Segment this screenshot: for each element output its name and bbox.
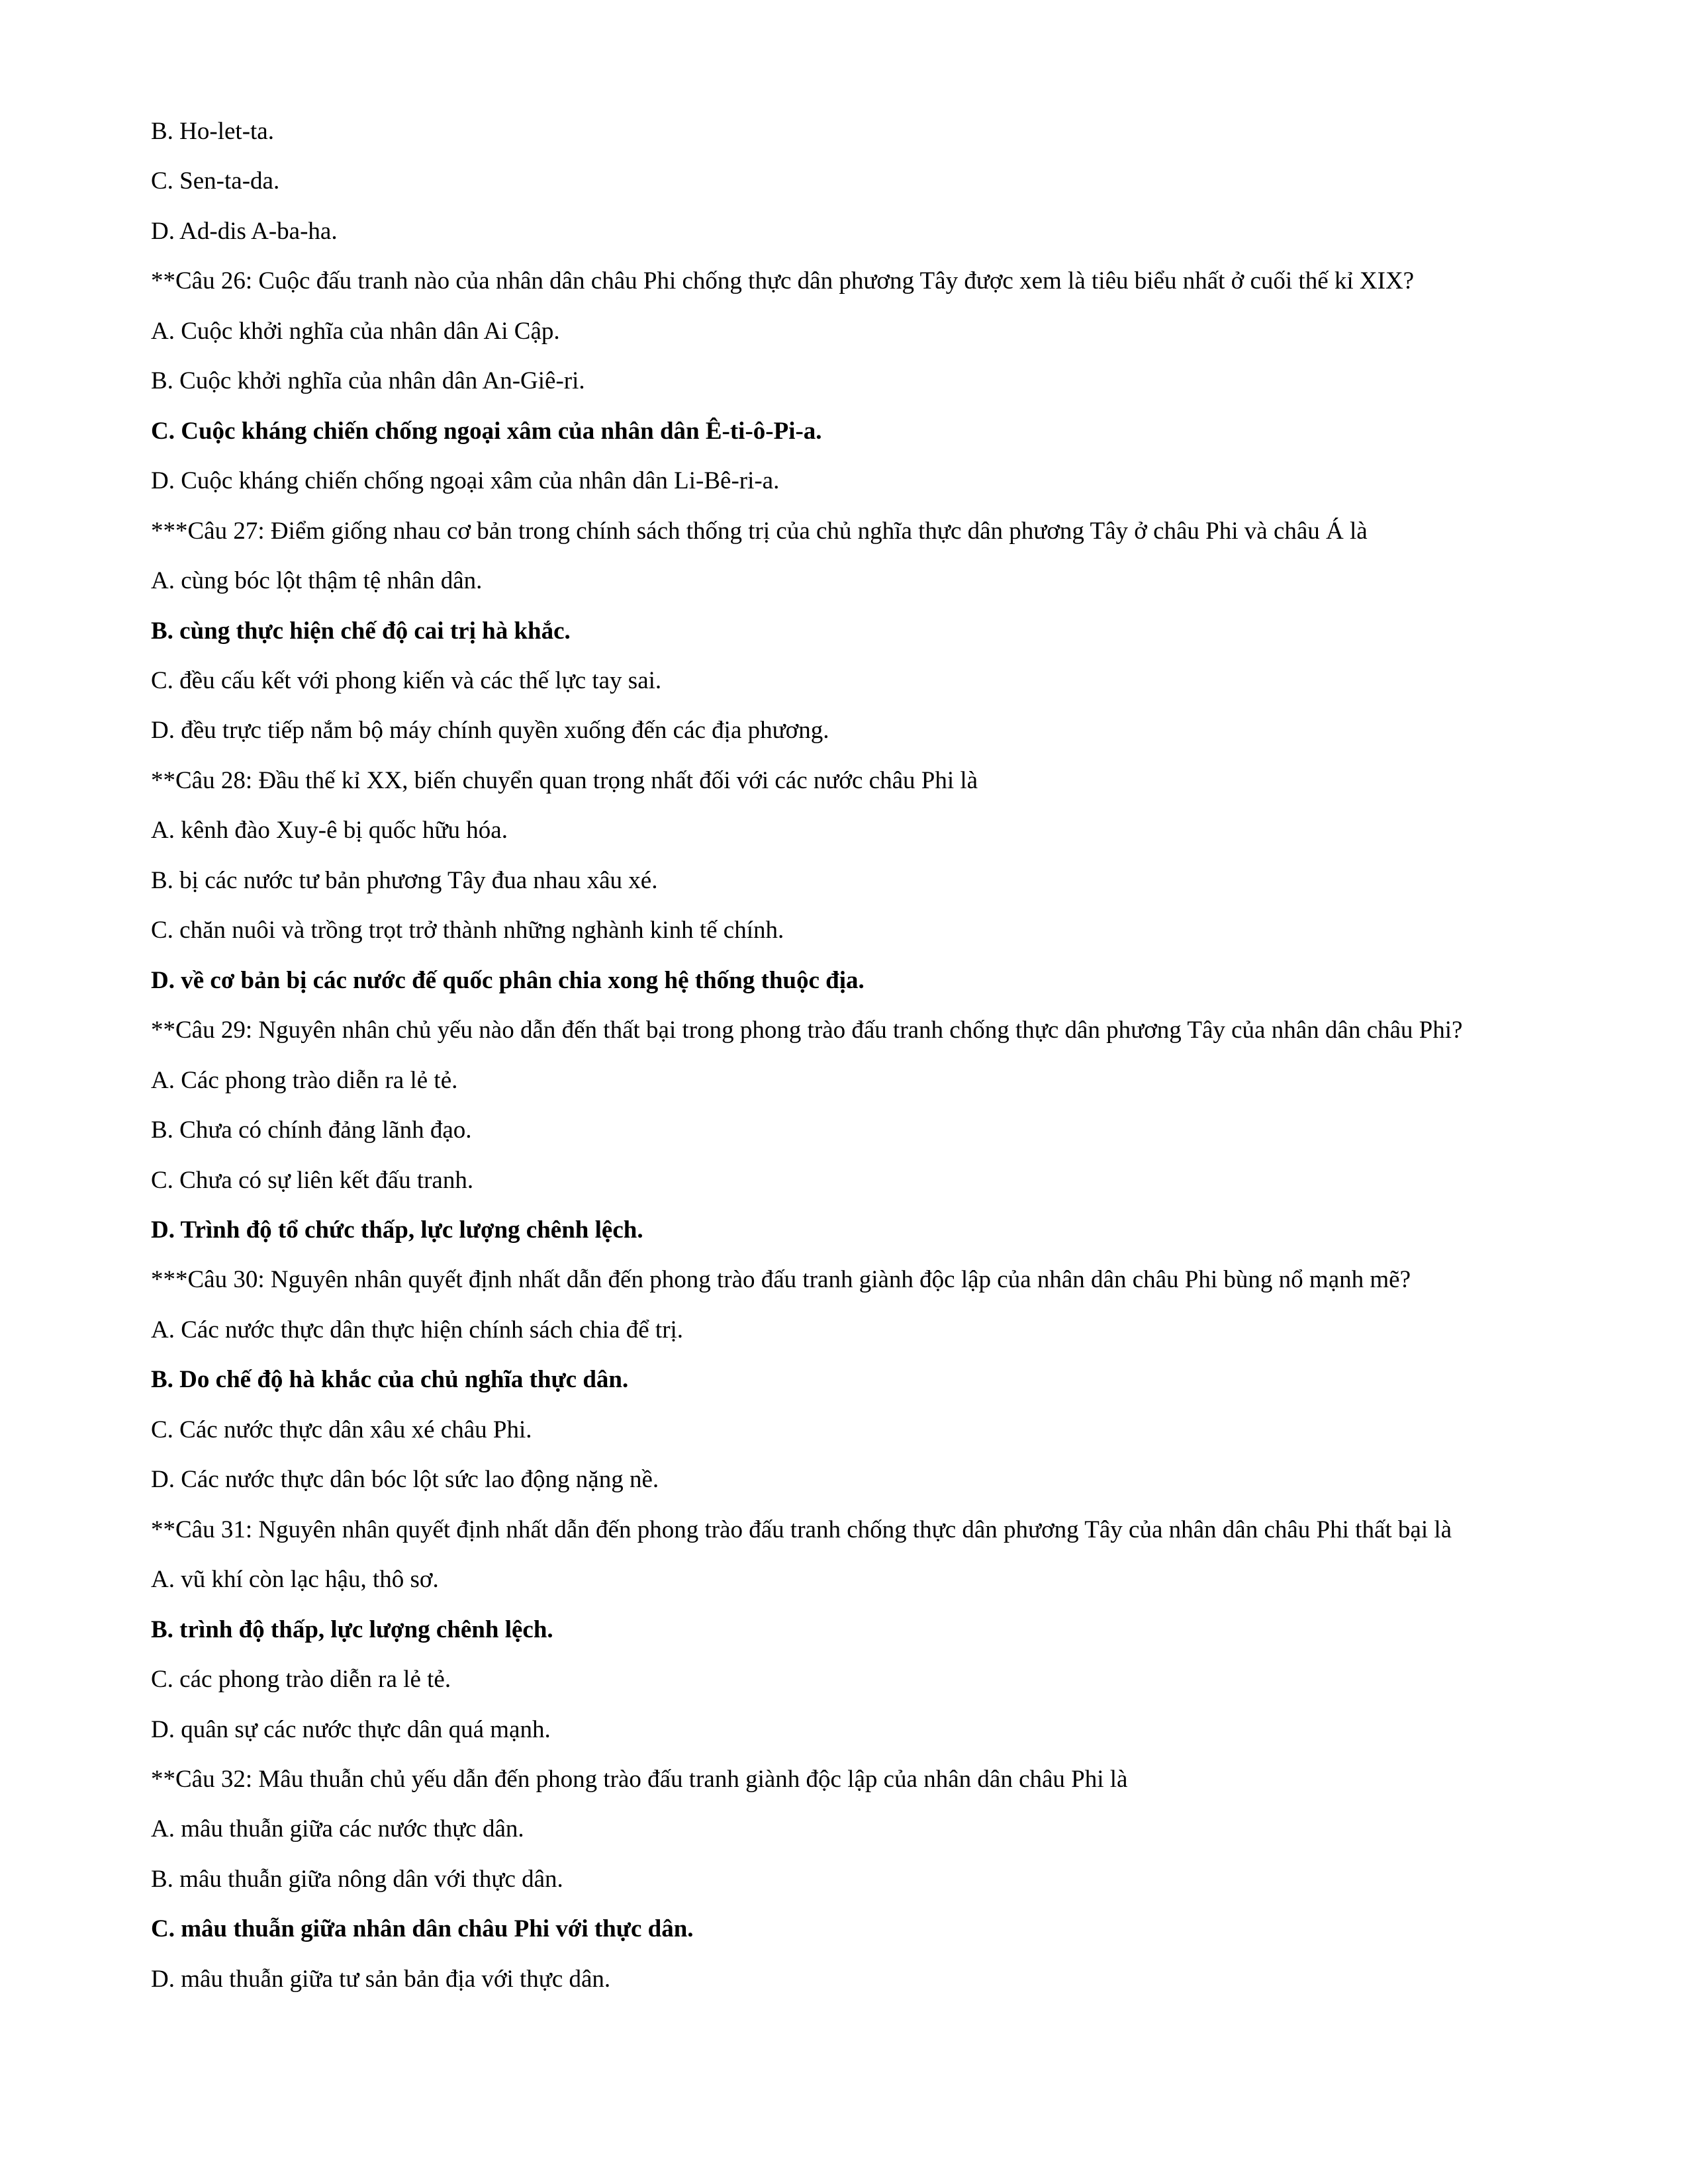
document-line: C. mâu thuẫn giữa nhân dân châu Phi với thực dân. <box>151 1915 694 1943</box>
document-line: C. đều cấu kết với phong kiến và các thế lực tay sai. <box>151 666 662 694</box>
document-line: D. Cuộc kháng chiến chống ngoại xâm của nhân dân Li-Bê-ri-a. <box>151 467 780 495</box>
document-line: A. vũ khí còn lạc hậu, thô sơ. <box>151 1566 439 1594</box>
document-line: **Câu 28: Đầu thế kỉ XX, biến chuyển quan trọng nhất đối với các nước châu Phi là <box>151 766 978 794</box>
document-line: C. Cuộc kháng chiến chống ngoại xâm của nhân dân Ê-ti-ô-Pi-a. <box>151 417 822 445</box>
document-line: B. trình độ thấp, lực lượng chênh lệch. <box>151 1615 553 1643</box>
document-line: **Câu 26: Cuộc đấu tranh nào của nhân dân châu Phi chống thực dân phương Tây được xem là tiêu biểu nhất ở cuối thế kỉ XIX? <box>151 267 1415 295</box>
document-line: A. Cuộc khởi nghĩa của nhân dân Ai Cập. <box>151 317 560 345</box>
document-line: B. mâu thuẫn giữa nông dân với thực dân. <box>151 1865 563 1893</box>
document-line: A. cùng bóc lột thậm tệ nhân dân. <box>151 567 483 595</box>
document-line: A. Các nước thực dân thực hiện chính sách chia để trị. <box>151 1316 684 1343</box>
document-line: D. Ad-dis A-ba-ha. <box>151 217 338 245</box>
document-body <box>151 113 1546 1999</box>
document-line: B. cùng thực hiện chế độ cai trị hà khắc. <box>151 617 571 645</box>
document-line: B. bị các nước tư bản phương Tây đua nhau xâu xé. <box>151 866 658 894</box>
document-line: A. Các phong trào diễn ra lẻ tẻ. <box>151 1066 458 1094</box>
document-line: B. Ho-let-ta. <box>151 118 274 145</box>
document-line: C. Sen-ta-da. <box>151 167 280 195</box>
document-line: B. Cuộc khởi nghĩa của nhân dân An-Giê-ri. <box>151 367 585 395</box>
document-line: C. chăn nuôi và trồng trọt trở thành những nghành kinh tế chính. <box>151 917 784 944</box>
document-line: A. kênh đào Xuy-ê bị quốc hữu hóa. <box>151 817 508 844</box>
document-line: ***Câu 30: Nguyên nhân quyết định nhất dẫn đến phong trào đấu tranh giành độc lập của nhân dân châu Phi bùng nổ mạnh mẽ? <box>151 1266 1411 1294</box>
document-line: **Câu 32: Mâu thuẫn chủ yếu dẫn đến phong trào đấu tranh giành độc lập của nhân dân châu Phi là <box>151 1765 1128 1793</box>
document-line: B. Do chế độ hà khắc của chủ nghĩa thực dân. <box>151 1366 629 1394</box>
document-line: D. quân sự các nước thực dân quá mạnh. <box>151 1715 551 1743</box>
document-line: **Câu 31: Nguyên nhân quyết định nhất dẫn đến phong trào đấu tranh chống thực dân phương Tây của nhân dân châu Phi thất bại là <box>151 1516 1452 1543</box>
document-line: C. Chưa có sự liên kết đấu tranh. <box>151 1166 474 1194</box>
document-line: D. Các nước thực dân bóc lột sức lao động nặng nề. <box>151 1466 659 1494</box>
document-line: C. Các nước thực dân xâu xé châu Phi. <box>151 1416 532 1443</box>
document-line: B. Chưa có chính đảng lãnh đạo. <box>151 1116 472 1144</box>
document-line: D. về cơ bản bị các nước đế quốc phân chia xong hệ thống thuộc địa. <box>151 966 865 994</box>
document-line: D. đều trực tiếp nắm bộ máy chính quyền xuống đến các địa phương. <box>151 717 829 745</box>
document-line: **Câu 29: Nguyên nhân chủ yếu nào dẫn đến thất bại trong phong trào đấu tranh chống thực dân phương Tây của nhân dân châu Phi? <box>151 1017 1463 1044</box>
document-line: A. mâu thuẫn giữa các nước thực dân. <box>151 1815 524 1843</box>
document-line: ***Câu 27: Điểm giống nhau cơ bản trong chính sách thống trị của chủ nghĩa thực dân phương Tây ở châu Phi và châu Á là <box>151 517 1368 545</box>
document-line: C. các phong trào diễn ra lẻ tẻ. <box>151 1666 451 1694</box>
document-line: D. mâu thuẫn giữa tư sản bản địa với thực dân. <box>151 1965 611 1993</box>
document-line: D. Trình độ tổ chức thấp, lực lượng chênh lệch. <box>151 1216 643 1244</box>
